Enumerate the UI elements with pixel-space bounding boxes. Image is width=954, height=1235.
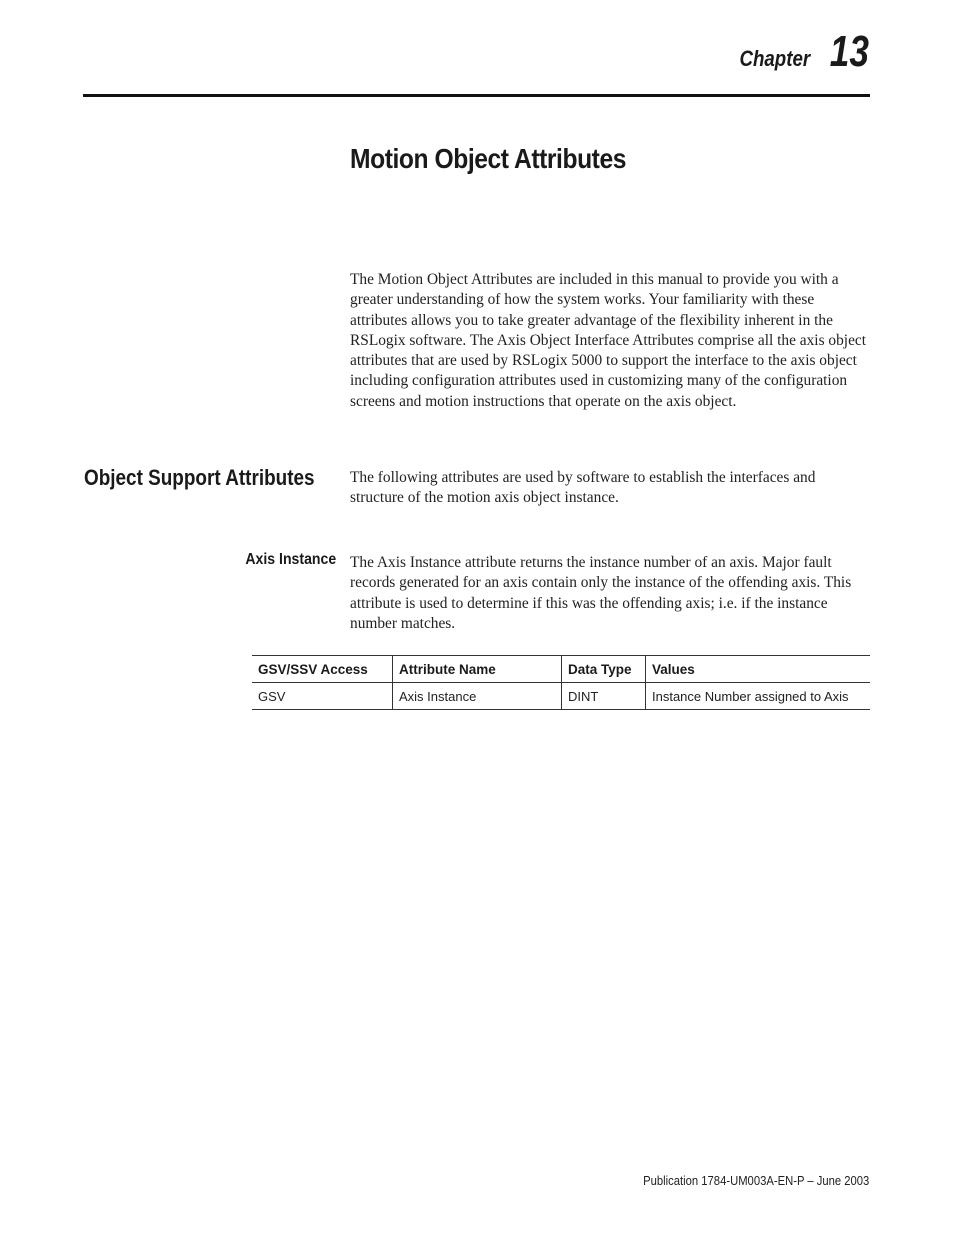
header-data-type: Data Type (562, 656, 646, 683)
header-rule (83, 94, 870, 97)
section-paragraph: The following attributes are used by software to establish the interfaces and structure of the motion axis object instance. (350, 469, 816, 507)
cell-access: GSV (252, 683, 393, 710)
attribute-table (252, 655, 870, 710)
chapter-label: Chapter (739, 46, 811, 71)
chapter-number: 13 (829, 27, 869, 76)
publication-footer: Publication 1784-UM003A-EN-P – June 2003 (642, 1174, 869, 1188)
subsection-paragraph: The Axis Instance attribute returns the instance number of an axis. Major fault records generated for an axis contain only the instance of the offending axis. This attribute is used to determine if this was the offending axis; i.e. if the instance number matches. (350, 554, 852, 632)
header-attribute-name: Attribute Name (393, 656, 562, 683)
cell-attribute-name: Axis Instance (393, 683, 562, 710)
header-access: GSV/SSV Access (252, 656, 393, 683)
intro-paragraph: The Motion Object Attributes are included in this manual to provide you with a greater understanding of how the system works. Your familiarity with these attributes allows you to take greater advantage of the flexibility inherent in the RSLogix software. The Axis Object Interface Attributes comprise all the axis object attributes that are used by RSLogix 5000 to support the interface to the axis object including configuration attributes used in customizing many of the configuration screens and motion instructions that operate on the axis object. (350, 271, 867, 410)
cell-values: Instance Number assigned to Axis (646, 683, 871, 710)
page-title: Motion Object Attributes (350, 143, 626, 174)
chapter-heading (727, 27, 869, 76)
section-heading: Object Support Attributes (84, 465, 315, 490)
header-values: Values (646, 656, 871, 683)
table-row (252, 683, 870, 710)
table-header-row (252, 656, 870, 683)
cell-data-type: DINT (562, 683, 646, 710)
subsection-heading: Axis Instance (245, 551, 336, 568)
